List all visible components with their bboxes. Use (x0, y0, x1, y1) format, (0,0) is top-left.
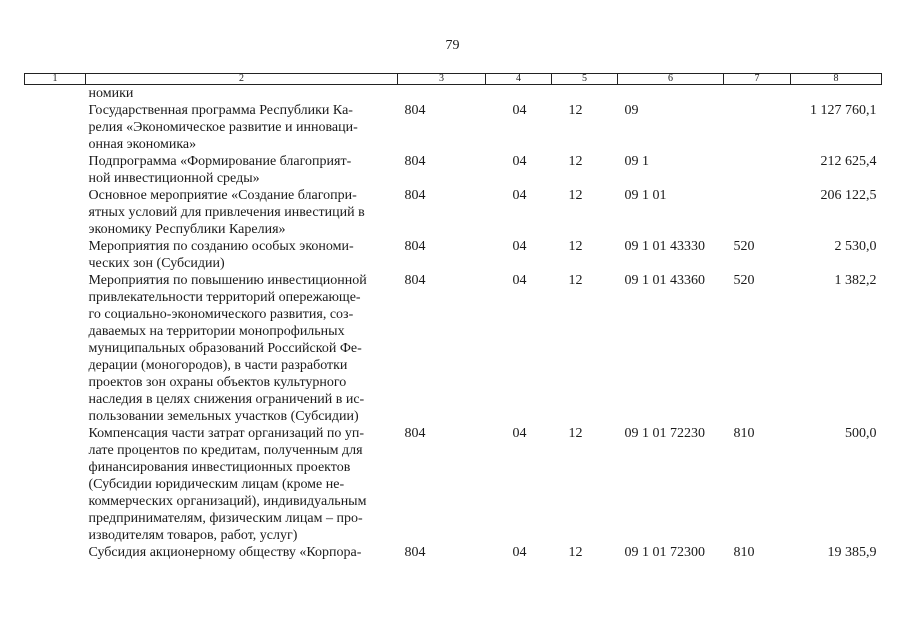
table-row (25, 238, 882, 272)
row-index-cell (25, 238, 86, 272)
subsection-code: 12 (568, 239, 583, 254)
expense-type-code (724, 85, 791, 103)
table-row (25, 425, 882, 544)
target-article-code: 09 1 01 43330 (624, 239, 705, 254)
item-name: Мероприятия по созданию особых экономи- ческих зон (Субсидии) (88, 239, 354, 271)
grbs-code (398, 85, 486, 103)
column-number-7: 7 (724, 74, 791, 85)
item-name: номики (88, 86, 134, 101)
amount: 19 385,9 (827, 545, 877, 560)
column-number-8: 8 (791, 74, 882, 85)
item-name: Государственная программа Республики Ка- релия «Экономическое развитие и инноваци- онная экономика» (88, 103, 358, 152)
target-article-code: 09 1 (624, 154, 649, 169)
amount: 1 127 760,1 (810, 103, 877, 118)
section-code: 04 (512, 545, 527, 560)
row-index-cell (25, 544, 86, 561)
section-code: 04 (512, 426, 527, 441)
amount (791, 85, 882, 103)
subsection-code: 12 (568, 426, 583, 441)
amount: 1 382,2 (834, 273, 877, 288)
target-article-code: 09 1 01 43360 (624, 273, 705, 288)
table-row (25, 272, 882, 425)
row-index-cell (25, 272, 86, 425)
expense-type-code (724, 153, 791, 187)
target-article-code: 09 1 01 (624, 188, 667, 203)
item-name: Мероприятия по повышению инвестиционной привлекательности территорий опережающе- го социально-экономического развития, соз- даваемых на территории монопрофильных муниципальных образований Российской Фе- дерации (моногородов), в части разработки проектов зон охраны объектов культурного наследия в целях снижения ограничений в ис- пользовании земельных участков (Субсидии) (88, 273, 367, 424)
expense-type-code (724, 102, 791, 153)
row-index-cell (25, 102, 86, 153)
amount: 206 122,5 (820, 188, 877, 203)
column-number-6: 6 (618, 74, 724, 85)
subsection-code (552, 85, 618, 103)
grbs-code: 804 (404, 103, 426, 118)
section-code: 04 (512, 103, 527, 118)
expense-type-code: 520 (733, 273, 755, 288)
subsection-code: 12 (568, 273, 583, 288)
row-index-cell (25, 85, 86, 103)
table-row (25, 544, 882, 561)
column-number-5: 5 (552, 74, 618, 85)
table-row (25, 102, 882, 153)
target-article-code (618, 85, 724, 103)
table-row (25, 85, 882, 103)
item-name: Подпрограмма «Формирование благоприят- ной инвестиционной среды» (88, 154, 352, 186)
subsection-code: 12 (568, 188, 583, 203)
row-index-cell (25, 153, 86, 187)
amount: 500,0 (845, 426, 877, 441)
column-number-4: 4 (486, 74, 552, 85)
expense-type-code: 810 (733, 545, 755, 560)
grbs-code: 804 (404, 426, 426, 441)
section-code (486, 85, 552, 103)
target-article-code: 09 (624, 103, 639, 118)
column-number-1: 1 (25, 74, 86, 85)
target-article-code: 09 1 01 72230 (624, 426, 705, 441)
column-number-header (25, 74, 882, 85)
grbs-code: 804 (404, 239, 426, 254)
subsection-code: 12 (568, 103, 583, 118)
item-name: Основное мероприятие «Создание благопри- ятных условий для привлечения инвестиций в экономику Республики Карелия» (88, 188, 365, 237)
section-code: 04 (512, 188, 527, 203)
grbs-code: 804 (404, 545, 426, 560)
section-code: 04 (512, 239, 527, 254)
grbs-code: 804 (404, 188, 426, 203)
row-index-cell (25, 425, 86, 544)
amount: 212 625,4 (820, 154, 877, 169)
expense-type-code: 810 (733, 426, 755, 441)
column-number-2: 2 (86, 74, 398, 85)
subsection-code: 12 (568, 545, 583, 560)
amount: 2 530,0 (834, 239, 877, 254)
column-number-3: 3 (398, 74, 486, 85)
budget-table (24, 73, 882, 561)
item-name: Компенсация части затрат организаций по уп- лате процентов по кредитам, полученным для финансирования инвестиционных проектов (Субсидии юридическим лицам (кроме не- коммерческих организаций), индивидуальным предпринимателям, физическим лицам – про- изводителям товаров, работ, услуг) (88, 426, 367, 543)
grbs-code: 804 (404, 154, 426, 169)
section-code: 04 (512, 154, 527, 169)
table-body (25, 85, 882, 562)
expense-type-code: 520 (733, 239, 755, 254)
subsection-code: 12 (568, 154, 583, 169)
row-index-cell (25, 187, 86, 238)
expense-type-code (724, 187, 791, 238)
target-article-code: 09 1 01 72300 (624, 545, 705, 560)
section-code: 04 (512, 273, 527, 288)
item-name: Субсидия акционерному обществу «Корпора- (88, 545, 362, 560)
page-number: 79 (445, 38, 460, 53)
grbs-code: 804 (404, 273, 426, 288)
table-row (25, 187, 882, 238)
table-row (25, 153, 882, 187)
